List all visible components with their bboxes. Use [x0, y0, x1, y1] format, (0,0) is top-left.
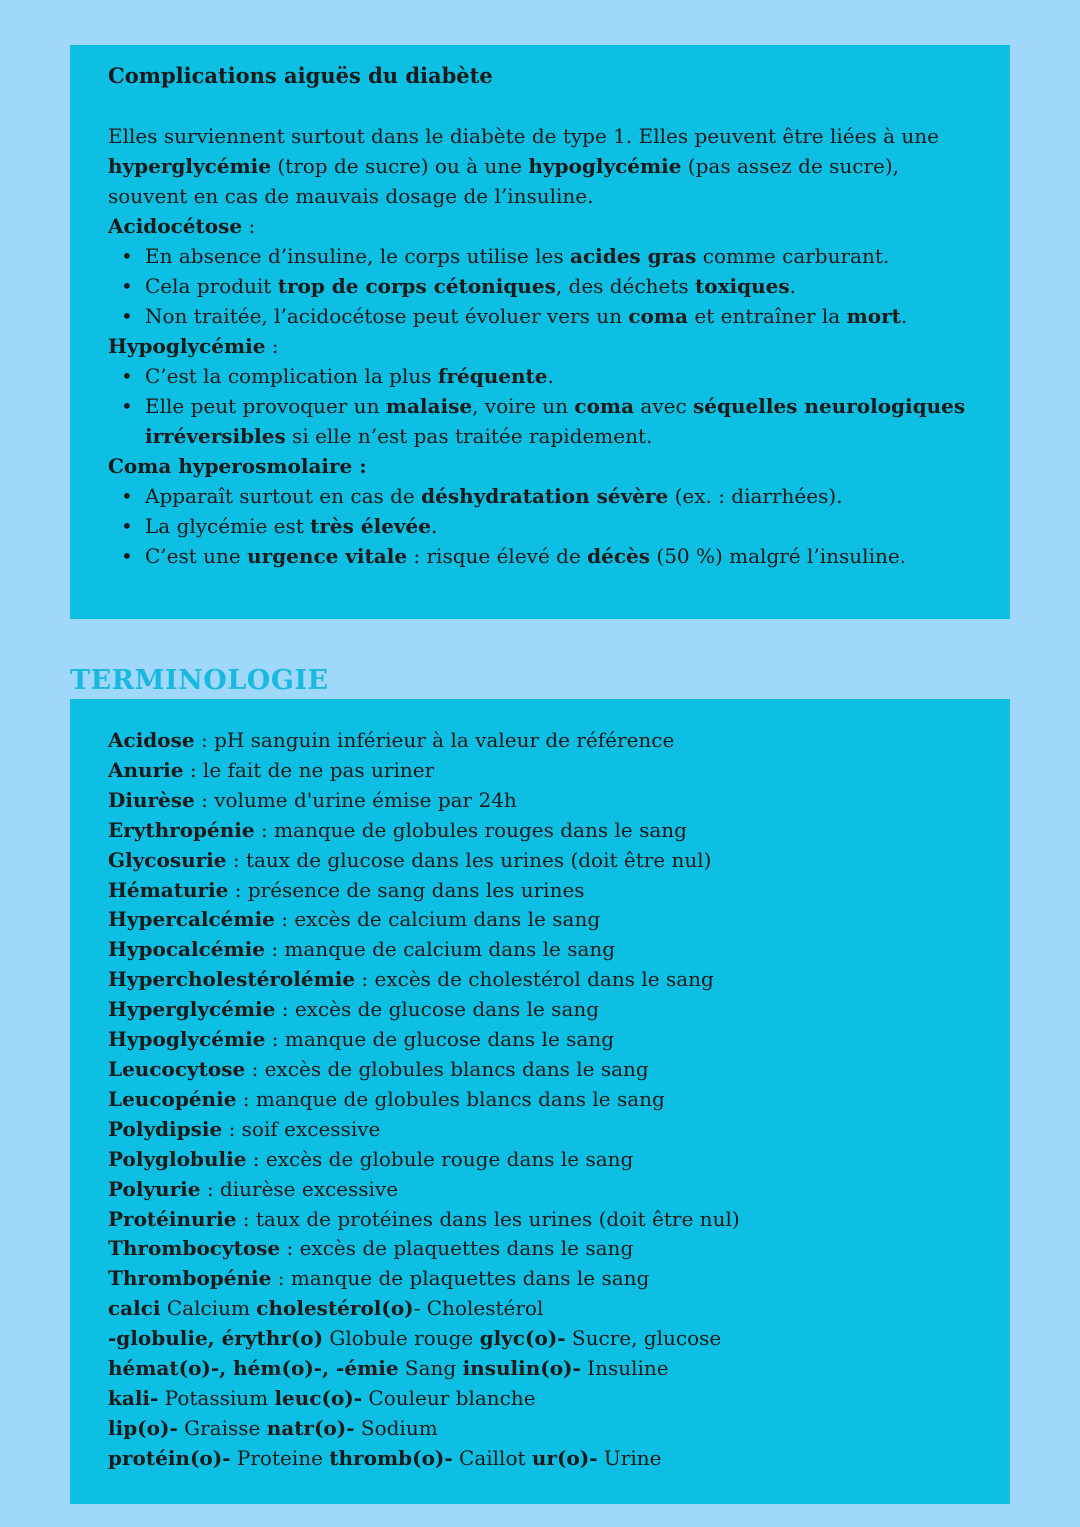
- section-heading: [108, 331, 972, 361]
- text-run: Calcium: [160, 1296, 257, 1321]
- text-run: .: [431, 514, 438, 538]
- bold-term: coma: [628, 304, 689, 328]
- term-entry: [108, 995, 972, 1025]
- term-entry: [108, 1085, 972, 1115]
- bullet-item: [145, 241, 972, 271]
- text-run: : excès de glucose dans le sang: [275, 997, 600, 1022]
- bold-term: très élevée: [310, 514, 431, 538]
- term-entry: [108, 1324, 972, 1354]
- term-entry: [108, 1025, 972, 1055]
- term-entry: [108, 1175, 972, 1205]
- text-run: Proteine: [230, 1445, 330, 1470]
- term-entry: [108, 1414, 972, 1444]
- text-run: : manque de globules rouges dans le sang: [254, 817, 687, 842]
- bold-term: -globulie, érythr(o): [108, 1326, 324, 1351]
- bold-term: calci: [108, 1296, 161, 1321]
- text-run: : pH sanguin inférieur à la valeur de référence: [194, 728, 675, 752]
- bullet-item: [145, 541, 972, 571]
- text-run: Potassium: [158, 1385, 275, 1410]
- text-run: (50 %) malgré l’insuline.: [650, 544, 907, 568]
- terminology-list: [108, 726, 972, 1474]
- text-run: Apparaît surtout en cas de: [145, 484, 422, 508]
- text-run: Sodium: [354, 1415, 438, 1440]
- text-run: Sucre, glucose: [565, 1326, 722, 1351]
- bold-term: Thrombopénie: [108, 1266, 272, 1291]
- bullet-item: [145, 271, 972, 301]
- text-run: : excès de plaquettes dans le sang: [280, 1236, 634, 1261]
- term-entry: [108, 905, 972, 935]
- text-run: .: [547, 364, 554, 388]
- term-entry: [108, 756, 972, 786]
- term-entry: [108, 1145, 972, 1175]
- bold-term: cholestérol(o): [256, 1296, 414, 1321]
- text-run: , voire un: [472, 394, 575, 418]
- text-run: Globule rouge: [323, 1326, 480, 1351]
- bold-term: coma: [574, 394, 635, 418]
- bullet-list: [108, 361, 972, 451]
- bold-term: hypoglycémie: [528, 154, 682, 178]
- term-entry: [108, 1444, 972, 1474]
- bold-term: malaise: [385, 394, 473, 418]
- term-entry: [108, 1205, 972, 1235]
- text-run: : excès de calcium dans le sang: [274, 907, 601, 932]
- bold-term: mort: [846, 304, 901, 328]
- bold-term: Hypoglycémie: [108, 334, 266, 358]
- text-run: : taux de protéines dans les urines (doit être nul): [236, 1206, 740, 1231]
- complications-title: Complications aiguës du diabète: [108, 63, 493, 88]
- text-run: : soif excessive: [222, 1116, 381, 1141]
- bullet-item: [145, 301, 972, 331]
- bold-term: natr(o)-: [266, 1415, 355, 1440]
- bold-term: insulin(o)-: [462, 1356, 581, 1381]
- bold-term: glyc(o)-: [479, 1326, 566, 1351]
- term-entry: [108, 1055, 972, 1085]
- term-entry: [108, 816, 972, 846]
- text-run: - Cholestérol: [413, 1296, 544, 1321]
- bold-term: lip(o)-: [108, 1415, 178, 1440]
- bold-term: Anurie: [108, 757, 184, 782]
- bold-term: Hypoglycémie: [108, 1027, 266, 1052]
- text-run: : excès de globule rouge dans le sang: [246, 1146, 634, 1171]
- bold-term: ur(o)-: [531, 1445, 598, 1470]
- complications-intro: [108, 121, 972, 211]
- text-run: .: [789, 274, 796, 298]
- bullet-list: [108, 241, 972, 331]
- section-heading: [108, 211, 972, 241]
- text-run: Urine: [597, 1445, 662, 1470]
- text-run: : manque de plaquettes dans le sang: [271, 1266, 650, 1291]
- text-run: : présence de sang dans les urines: [228, 877, 585, 902]
- bullet-item: [145, 481, 972, 511]
- bold-term: trop de corps cétoniques: [277, 274, 556, 298]
- text-run: Couleur blanche: [362, 1385, 536, 1410]
- text-run: Elle peut provoquer un: [145, 394, 386, 418]
- bold-term: Hématurie: [108, 877, 229, 902]
- section-heading: [108, 451, 972, 481]
- text-run: Insuline: [580, 1356, 669, 1381]
- term-entry: [108, 965, 972, 995]
- text-run: La glycémie est: [145, 514, 311, 538]
- text-run: , des déchets: [555, 274, 696, 298]
- bold-term: leuc(o)-: [274, 1385, 363, 1410]
- bold-term: Polyurie: [108, 1176, 201, 1201]
- text-run: :: [265, 334, 279, 358]
- term-entry: [108, 1294, 972, 1324]
- term-entry: [108, 1234, 972, 1264]
- bold-term: acides gras: [569, 244, 697, 268]
- text-run: comme carburant.: [696, 244, 890, 268]
- text-run: : excès de globules blancs dans le sang: [245, 1056, 649, 1081]
- bold-term: Leucocytose: [108, 1056, 246, 1081]
- text-run: : risque élevé de: [407, 544, 588, 568]
- text-run: (pas assez de sucre), souvent en cas de mauvais dosage de l’insuline.: [108, 154, 900, 208]
- bold-term: Thrombocytose: [108, 1236, 281, 1261]
- text-run: En absence d’insuline, le corps utilise les: [145, 244, 570, 268]
- text-run: .: [900, 304, 908, 328]
- term-entry: [108, 935, 972, 965]
- term-entry: [108, 1115, 972, 1145]
- bold-term: hyperglycémie: [108, 154, 271, 178]
- term-entry: [108, 1354, 972, 1384]
- bold-term: protéin(o)-: [108, 1445, 231, 1470]
- bullet-list: [108, 481, 972, 571]
- bold-term: kali-: [108, 1385, 159, 1410]
- bold-term: Acidocétose: [108, 214, 243, 238]
- bold-term: Coma hyperosmolaire :: [108, 454, 367, 478]
- term-entry: [108, 726, 972, 756]
- bold-term: hémat(o)-, hém(o)-, -émie: [108, 1356, 399, 1381]
- complications-sections: [108, 211, 972, 571]
- text-run: : manque de glucose dans le sang: [265, 1027, 615, 1052]
- text-run: : excès de cholestérol dans le sang: [355, 967, 714, 992]
- text-run: : volume d'urine émise par 24h: [194, 787, 517, 812]
- text-run: : le fait de ne pas uriner: [183, 757, 435, 782]
- text-run: : diurèse excessive: [200, 1176, 399, 1201]
- bold-term: Leucopénie: [108, 1086, 237, 1111]
- bold-term: Acidose: [108, 728, 195, 752]
- bullet-item: [145, 511, 972, 541]
- bold-term: Polyglobulie: [108, 1146, 247, 1171]
- text-run: :: [242, 214, 256, 238]
- bold-term: Hyperglycémie: [108, 997, 276, 1022]
- term-entry: [108, 846, 972, 876]
- text-run: (ex. : diarrhées).: [668, 484, 843, 508]
- text-run: Elles surviennent surtout dans le diabète de type 1. Elles peuvent être liées à une: [108, 124, 939, 148]
- terminology-panel: [70, 699, 1010, 1504]
- text-run: : manque de calcium dans le sang: [264, 937, 616, 962]
- term-entry: [108, 1384, 972, 1414]
- text-run: Cela produit: [145, 274, 278, 298]
- bold-term: Erythropénie: [108, 817, 255, 842]
- bold-term: déshydratation sévère: [421, 484, 669, 508]
- text-run: Non traitée, l’acidocétose peut évoluer vers un: [145, 304, 629, 328]
- bold-term: Diurèse: [108, 787, 195, 812]
- bold-term: urgence vitale: [247, 544, 408, 568]
- terminologie-heading: TERMINOLOGIE: [70, 665, 329, 697]
- text-run: si elle n’est pas traitée rapidement.: [285, 424, 653, 448]
- text-run: : taux de glucose dans les urines (doit être nul): [226, 847, 712, 872]
- text-run: C’est une: [145, 544, 248, 568]
- text-run: (trop de sucre) ou à une: [271, 154, 529, 178]
- complications-panel: [70, 45, 1010, 619]
- bold-term: thromb(o)-: [329, 1445, 453, 1470]
- bold-term: décès: [587, 544, 651, 568]
- bold-term: fréquente: [437, 364, 548, 388]
- bold-term: Protéinurie: [108, 1206, 237, 1231]
- bold-term: séquelles neurologiques irréversibles: [145, 394, 966, 448]
- term-entry: [108, 786, 972, 816]
- bold-term: Hypocalcémie: [108, 937, 265, 962]
- text-run: Caillot: [452, 1445, 532, 1470]
- bullet-item: [145, 391, 972, 451]
- text-run: Graisse: [177, 1415, 267, 1440]
- text-run: avec: [634, 394, 694, 418]
- term-entry: [108, 1264, 972, 1294]
- bold-term: Hypercalcémie: [108, 907, 275, 932]
- bold-term: Glycosurie: [108, 847, 227, 872]
- text-run: : manque de globules blancs dans le sang: [236, 1086, 665, 1111]
- text-run: Sang: [398, 1356, 463, 1381]
- text-run: et entraîner la: [688, 304, 847, 328]
- bullet-item: [145, 361, 972, 391]
- bold-term: Hypercholestérolémie: [108, 967, 356, 992]
- bold-term: toxiques: [695, 274, 790, 298]
- bold-term: Polydipsie: [108, 1116, 223, 1141]
- term-entry: [108, 876, 972, 906]
- text-run: C’est la complication la plus: [145, 364, 438, 388]
